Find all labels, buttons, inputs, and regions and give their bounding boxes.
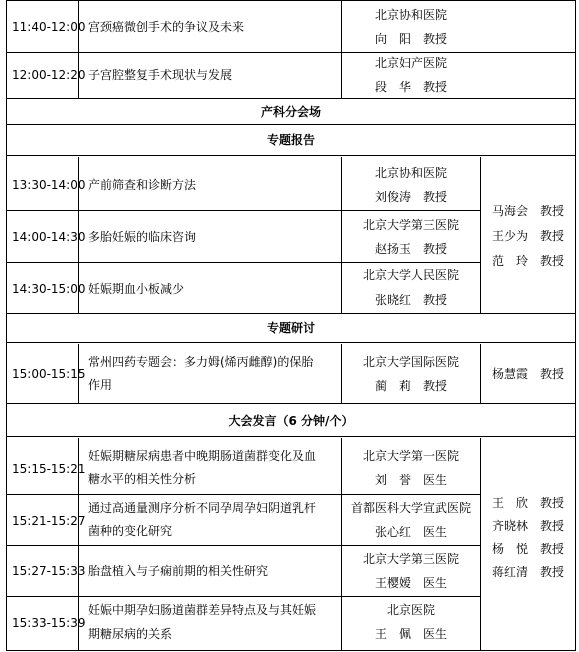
chair-name: 杨慧霞 教授	[491, 367, 564, 381]
speaker-institution: 北京医院	[386, 603, 435, 617]
speaker-institution: 北京大学人民医院	[362, 268, 459, 282]
speaker-name: 刘俊涛 教授	[374, 190, 447, 204]
session-topic: 妊娠中期孕妇肠道菌群差异特点及与其妊娠	[88, 603, 317, 617]
session-topic: 常州四药专题会：多力姆(烯丙雌醇)的保胎	[88, 355, 314, 369]
column-divider	[78, 0, 79, 99]
speaker-name: 张晓红 教授	[374, 293, 447, 307]
session-time: 15:21-15:27	[12, 514, 86, 528]
column-divider	[341, 344, 342, 404]
session-topic: 妊娠期血小板减少	[88, 282, 185, 296]
section-header: 专题报告	[266, 133, 315, 147]
session-topic: 多胎妊娠的临床咨询	[88, 230, 197, 244]
session-topic: 糖水平的相关性分析	[88, 472, 197, 486]
session-topic: 胎盘植入与子痫前期的相关性研究	[88, 564, 269, 578]
row-divider	[6, 313, 576, 314]
session-topic: 期糖尿病的关系	[88, 627, 173, 641]
session-time: 13:30-14:00	[12, 178, 86, 192]
chair-name: 马海会 教授	[491, 204, 564, 218]
speaker-name: 王樱嫒 医生	[374, 576, 447, 590]
session-time: 12:00-12:20	[12, 68, 86, 82]
speaker-name: 段 华 教授	[374, 80, 447, 94]
row-divider	[6, 52, 576, 53]
row-divider	[6, 403, 576, 404]
row-divider	[6, 650, 576, 651]
speaker-institution: 首都医科大学宣武医院	[350, 501, 471, 515]
session-topic: 菌种的变化研究	[88, 524, 173, 538]
chair-name: 齐晓林 教授	[491, 519, 564, 533]
section-header: 产科分会场	[260, 105, 321, 119]
session-time: 14:00-14:30	[12, 230, 86, 244]
session-time: 11:40-12:00	[12, 20, 86, 34]
session-time: 15:33-15:39	[12, 616, 86, 630]
speaker-institution: 北京妇产医院	[374, 56, 447, 70]
chair-name: 范 玲 教授	[491, 254, 564, 268]
session-time: 14:30-15:00	[12, 282, 86, 296]
session-time: 15:00-15:15	[12, 367, 86, 381]
speaker-institution: 北京协和医院	[374, 166, 447, 180]
chair-name: 杨 悦 教授	[491, 542, 564, 556]
speaker-institution: 北京大学第三医院	[362, 552, 459, 566]
speaker-institution: 北京大学第一医院	[362, 449, 459, 463]
session-time: 15:15-15:21	[12, 462, 86, 476]
column-divider	[341, 438, 342, 651]
row-divider	[6, 98, 576, 101]
speaker-name: 张心红 医生	[374, 525, 447, 539]
chair-name: 蒋红清 教授	[491, 565, 564, 579]
session-topic: 妊娠期糖尿病患者中晚期肠道菌群变化及血	[88, 449, 317, 463]
session-topic: 作用	[88, 378, 113, 392]
speaker-institution: 北京大学国际医院	[362, 355, 459, 369]
session-topic: 子宫腔整复手术现状与发展	[88, 68, 233, 82]
speaker-name: 向 阳 教授	[374, 32, 447, 46]
speaker-name: 刘 誉 医生	[374, 473, 447, 487]
speaker-institution: 北京协和医院	[374, 8, 447, 22]
section-header: 专题研讨	[266, 321, 315, 335]
chair-name: 王 欣 教授	[491, 496, 564, 510]
row-divider	[6, 155, 576, 158]
chair-name: 王少为 教授	[491, 229, 564, 243]
session-topic: 宫颈癌微创手术的争议及未来	[88, 20, 245, 34]
speaker-name: 赵扬玉 教授	[374, 242, 447, 256]
speaker-name: 蔺 莉 教授	[374, 379, 447, 393]
row-divider	[6, 342, 576, 345]
row-divider	[6, 0, 576, 1]
speaker-name: 王 佩 医生	[374, 627, 447, 641]
row-divider	[6, 124, 576, 125]
schedule-table	[6, 0, 576, 652]
section-header: 大会发言（6 分钟/个）	[228, 414, 354, 428]
speaker-institution: 北京大学第三医院	[362, 218, 459, 232]
column-divider	[341, 157, 342, 314]
session-topic: 产前筛查和诊断方法	[88, 178, 197, 192]
session-time: 15:27-15:33	[12, 564, 86, 578]
session-topic: 通过高通量测序分析不同孕周孕妇阴道乳杆	[88, 501, 317, 515]
row-divider	[6, 436, 576, 439]
